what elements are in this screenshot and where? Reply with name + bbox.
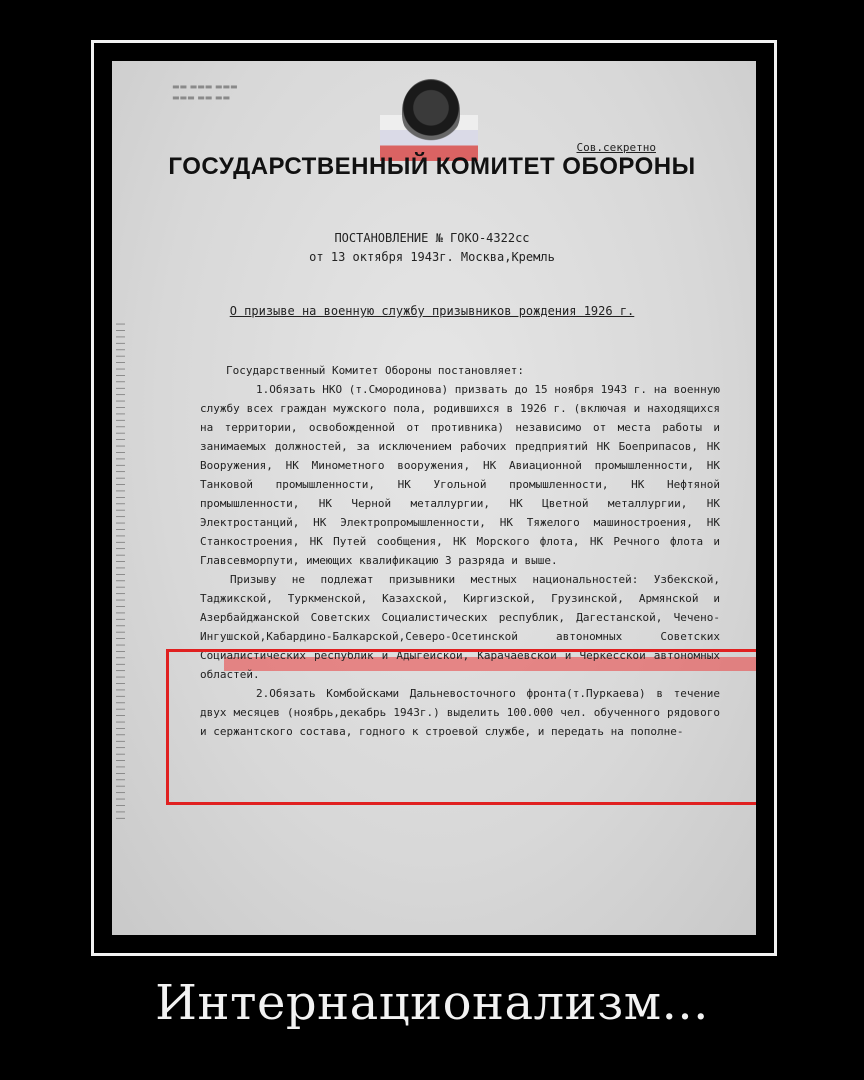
committee-title: ГОСУДАРСТВЕННЫЙ КОМИТЕТ ОБОРОНЫ [168,153,696,180]
decree-subject: О призыве на военную службу призывников рождения 1926 г. [229,304,635,318]
secret-mark: Сов.секретно [576,141,656,154]
archive-side-strip: |||||||||||||||||||||||||||||||||||||||||||||||||||||||||||||||||||||||||||||| [116,320,126,821]
decree-number: ПОСТАНОВЛЕНИЕ № ГОКО-4322сс [334,231,530,245]
decree-highlighted-paragraph: Призыву не подлежат призывники местных национальностей: Узбекской, Таджикской, Туркменской, Казахской, Киргизской, Грузинской, Армянской и Азербайджанской Советских Социалистических республик, Дагестанской, Чечено-Ингушской,Кабардино-Балкарской,Северо-Осетинской автономных Советских Социалистических республик и Адыгейской, Карачаевской и Черкесской автономных областей. [200,573,720,681]
archive-stamp: ▬▬ ▬▬▬ ▬▬▬ ▬▬▬ ▬▬ ▬▬ [172,82,238,102]
demotivator-caption: Интернационализм... [155,975,709,1031]
decree-point-1: 1.Обязать НКО (т.Смородинова) призвать до 15 ноября 1943 г. на военную службу всех граждан мужского пола, родившихся в 1926 г. (включая и находящихся на территории, освобожденной от противника) независимо от места работы и занимаемых должностей, за исключением рабочих предприятий НК Боеприпасов, НК Вооружения, НК Минометного вооружения, НК Авиационной промышленности, НК Танковой промышленности, НК Угольной промышленности, НК Нефтяной промышленности, НК Черной металлургии, НК Цветной металлургии, НК Электростанций, НК Электропромышленности, НК Тяжелого машиностроения, НК Станкостроения, НК Путей сообщения, НК Морского флота, НК Речного флота и Главсевморпути, имеющих квалификацию 3 разряда и выше. [200,383,720,567]
demotivator-frame [91,40,777,956]
red-highlight-box [166,649,756,805]
ussr-emblem-icon [402,79,460,143]
decree-point-2: 2.Обязать Комбойсками Дальневосточного фронта(т.Пуркаева) в течение двух месяцев (ноябрь,декабрь 1943г.) выделить 100.000 чел. обученного рядового и сержантского состава, годного к строевой службе, и передать на пополне- [200,687,720,738]
document-photo [112,61,756,935]
decree-intro: Государственный Комитет Обороны постановляет: [226,364,525,377]
decree-header [152,229,712,267]
decree-date: от 13 октября 1943г. Москва,Кремль [309,250,555,264]
